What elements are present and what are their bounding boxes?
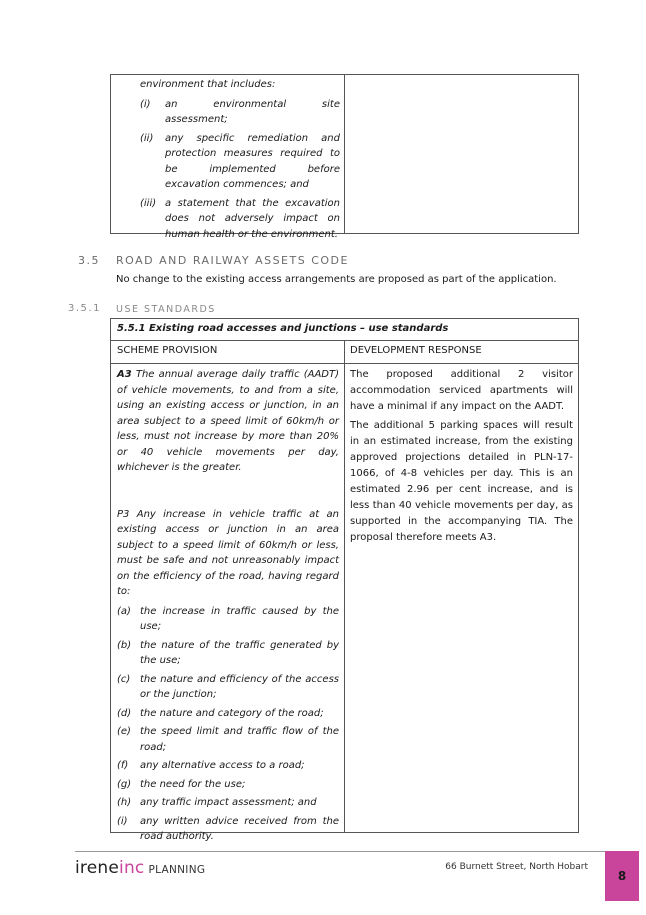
list-text: any traffic impact assessment; and [140,797,317,808]
brand-name: irene [75,858,120,878]
list-text: the nature and efficiency of the access or the junction; [140,673,339,700]
scheme-provision-cell [117,367,339,848]
list-label: (ii) [140,132,154,144]
p3-code: P3 [117,508,130,520]
list-label: (i) [117,815,128,827]
list-label: (h) [117,797,132,808]
brand-inc: inc [119,858,145,878]
column-header-scheme: SCHEME PROVISION [117,345,218,356]
list-item [117,604,339,635]
list-label: (i) [140,98,151,110]
page-number: 8 [605,851,639,901]
list-text: any specific remediation and protection measures required to be implemented before excavation commences; and [165,132,340,190]
list-label: (e) [117,726,131,737]
list-item [140,196,340,243]
footer-address: 66 Burnett Street, North Hobart [445,862,588,872]
continued-intro: environment that includes: [140,79,276,90]
list-item [117,777,339,793]
list-label: (b) [117,639,132,651]
list-text: the speed limit and traffic flow of the road; [140,726,339,753]
a3-provision [117,367,339,476]
brand-planning: PLANNING [148,864,206,876]
list-label: (c) [117,673,131,685]
a3-code: A3 [117,369,132,380]
list-item [140,131,340,193]
list-item [117,758,339,774]
p3-text: Any increase in vehicle traffic at an existing access or junction in an area subject to a speed limit of 60km/h or less, must be safe and not unreasonably impact on the efficiency of the road, having regard to: [117,508,340,597]
list-item [117,706,339,722]
list-label: (a) [117,605,131,617]
subsection-title: USE STANDARDS [116,304,216,315]
footer-divider [75,851,605,852]
section-number: 3.5 [78,254,100,267]
list-label: (f) [117,760,129,771]
standards-table [110,318,579,842]
p3-provision [117,507,339,600]
list-text: any alternative access to a road; [140,760,305,771]
list-item [117,795,339,811]
section-title: ROAD AND RAILWAY ASSETS CODE [116,254,349,267]
list-item [117,724,339,755]
section-paragraph: No change to the existing access arrangements are proposed as part of the application. [116,274,557,285]
response-paragraph: The additional 5 parking spaces will result in an estimated increase, from the existing approved projections detailed in PLN-17-1066, of 4-8 vehicles per day. This is an estimated 2.96 per cent increase, and is less than 40 vehicle movements per day, as supported in the accompanying TIA. The proposal therefore meets A3. [350,420,573,543]
list-item [140,97,340,128]
list-text: the nature of the traffic generated by the use; [140,639,339,666]
a3-text: The annual average daily traffic (AADT) of vehicle movements, to and from a site, using an existing access or junction, in an area subject to a speed limit of 60km/h or less, must not increase by more than 20% or 40 vehicle movements per day, whichever is the greater. [117,369,339,473]
list-text: the increase in traffic caused by the use; [140,605,339,632]
list-label: (iii) [140,197,157,209]
row-divider [111,363,578,364]
brand-logo [75,858,205,878]
table-title: 5.5.1 Existing road accesses and junctions – use standards [117,323,449,334]
list-text: the need for the use; [140,778,246,790]
list-item [117,638,339,669]
list-text: a statement that the excavation does not adversely impact on human health or the environment. [165,197,340,240]
column-divider [344,340,345,832]
list-item [117,814,339,845]
response-paragraph: The proposed additional 2 visitor accommodation serviced apartments will have a minimal if any impact on the AADT. [350,369,573,412]
list-label: (d) [117,707,132,719]
column-header-response: DEVELOPMENT RESPONSE [350,345,482,356]
development-response-cell [350,367,573,549]
continued-provision-cell [140,77,340,245]
list-item [117,672,339,703]
list-text: an environmental site assessment; [165,98,340,125]
list-label: (g) [117,778,132,790]
subsection-number: 3.5.1 [68,303,101,314]
list-text: any written advice received from the road authority. [140,815,339,842]
continued-table [110,74,579,240]
column-divider [344,75,345,233]
list-text: the nature and category of the road; [140,707,324,719]
